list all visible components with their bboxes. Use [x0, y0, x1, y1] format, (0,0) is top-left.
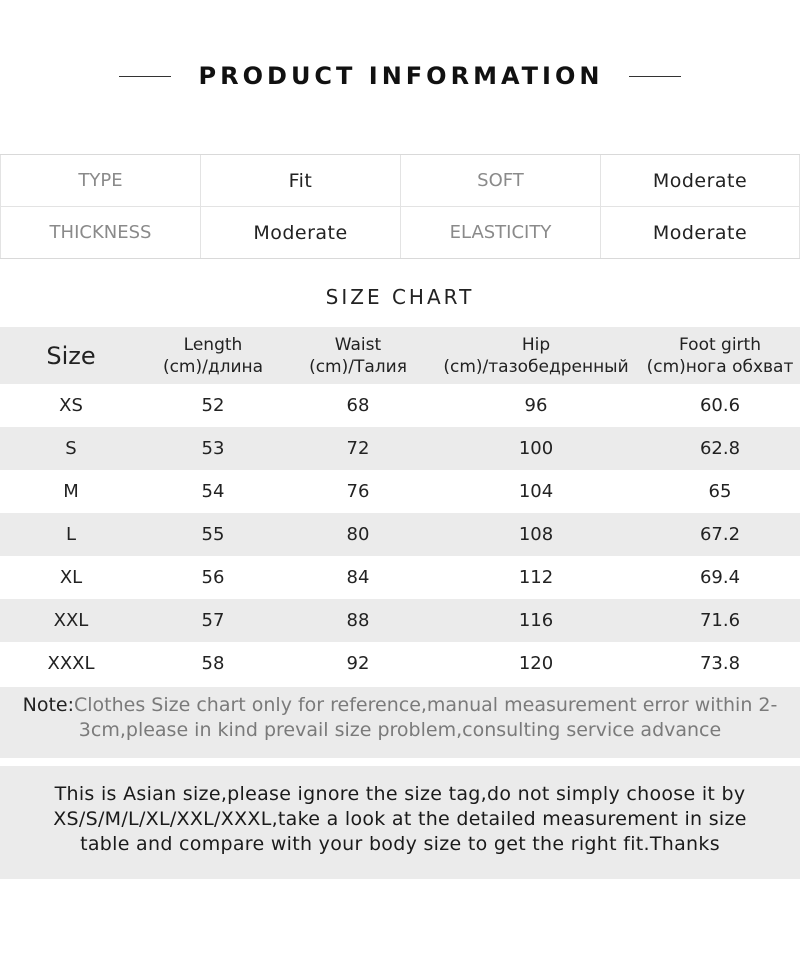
- product-attributes-grid: [0, 154, 800, 259]
- cell-size: XS: [59, 395, 83, 416]
- column-header-hip-unit: (cm)/тазобедренный: [443, 356, 629, 377]
- column-header-size: [0, 327, 142, 384]
- cell-foot-girth: 62.8: [699, 438, 741, 459]
- cell-foot-girth: 65: [708, 481, 732, 502]
- cell-foot-girth: 67.2: [699, 524, 741, 545]
- table-row: [0, 599, 800, 642]
- cell-size: L: [65, 524, 77, 545]
- cell-waist: 80: [346, 524, 370, 545]
- column-header-size-label: Size: [46, 341, 96, 370]
- cell-hip: 104: [518, 481, 554, 502]
- cell-foot-girth: 71.6: [699, 610, 741, 631]
- asian-size-notice-line-1: This is Asian size,please ignore the size tag,do not simply choose it by: [54, 783, 746, 805]
- attribute-thickness-value: Moderate: [200, 207, 400, 258]
- cell-length: 54: [201, 481, 225, 502]
- size-note: [0, 687, 800, 758]
- column-header-hip: [432, 327, 640, 384]
- cell-length: 55: [201, 524, 225, 545]
- cell-length: 56: [201, 567, 225, 588]
- cell-waist: 76: [346, 481, 370, 502]
- title-right-rule: [629, 76, 681, 77]
- column-header-length-unit: (cm)/длина: [162, 356, 264, 377]
- cell-length: 53: [201, 438, 225, 459]
- attribute-thickness-label: THICKNESS: [0, 207, 200, 258]
- table-row: [0, 642, 800, 685]
- attribute-type-label: TYPE: [0, 155, 200, 206]
- table-row: [0, 513, 800, 556]
- cell-size: XL: [59, 567, 83, 588]
- attribute-type-value: Fit: [200, 155, 400, 206]
- cell-size: S: [65, 438, 77, 459]
- page-title: PRODUCT INFORMATION: [198, 62, 604, 90]
- cell-foot-girth: 60.6: [699, 395, 741, 416]
- cell-size: M: [63, 481, 79, 502]
- product-information-header: [0, 56, 800, 96]
- column-header-length: [142, 327, 284, 384]
- table-row: [0, 427, 800, 470]
- attribute-row: [0, 206, 800, 258]
- column-header-waist: [284, 327, 432, 384]
- cell-hip: 116: [518, 610, 554, 631]
- cell-length: 58: [201, 653, 225, 674]
- cell-waist: 92: [346, 653, 370, 674]
- cell-size: XXXL: [47, 653, 95, 674]
- attribute-soft-value: Moderate: [600, 155, 800, 206]
- cell-size: XXL: [53, 610, 89, 631]
- cell-hip: 120: [518, 653, 554, 674]
- cell-foot-girth: 69.4: [699, 567, 741, 588]
- column-header-waist-label: Waist: [334, 334, 382, 355]
- cell-waist: 68: [346, 395, 370, 416]
- attribute-elasticity-label: ELASTICITY: [400, 207, 600, 258]
- cell-waist: 72: [346, 438, 370, 459]
- column-header-length-label: Length: [183, 334, 243, 355]
- cell-length: 57: [201, 610, 225, 631]
- note-label: Note:: [22, 694, 74, 716]
- title-left-rule: [119, 76, 171, 77]
- note-text: Clothes Size chart only for reference,manual measurement error within 2-3cm,please in kind prevail size problem,consulting service advance: [74, 694, 778, 741]
- size-table-header-row: [0, 327, 800, 384]
- cell-hip: 112: [518, 567, 554, 588]
- size-chart-heading: SIZE CHART: [325, 285, 475, 309]
- cell-length: 52: [201, 395, 225, 416]
- column-header-waist-unit: (cm)/Талия: [309, 356, 407, 377]
- column-header-hip-label: Hip: [521, 334, 551, 355]
- table-row: [0, 556, 800, 599]
- column-header-foot-girth: [640, 327, 800, 384]
- cell-hip: 108: [518, 524, 554, 545]
- column-header-foot-girth-unit: (cm)нога обхват: [646, 356, 794, 377]
- cell-hip: 96: [524, 395, 548, 416]
- table-row: [0, 384, 800, 427]
- column-header-foot-girth-label: Foot girth: [679, 334, 761, 355]
- table-row: [0, 470, 800, 513]
- attribute-row: [0, 155, 800, 206]
- asian-size-notice-line-2: XS/S/M/L/XL/XXL/XXXL,take a look at the detailed measurement in size: [53, 808, 747, 830]
- cell-hip: 100: [518, 438, 554, 459]
- cell-waist: 88: [346, 610, 370, 631]
- size-chart-table: [0, 327, 800, 685]
- attribute-elasticity-value: Moderate: [600, 207, 800, 258]
- attribute-soft-label: SOFT: [400, 155, 600, 206]
- cell-foot-girth: 73.8: [699, 653, 741, 674]
- asian-size-notice-line-3: table and compare with your body size to get the right fit.Thanks: [80, 833, 720, 855]
- cell-waist: 84: [346, 567, 370, 588]
- asian-size-notice: [0, 766, 800, 879]
